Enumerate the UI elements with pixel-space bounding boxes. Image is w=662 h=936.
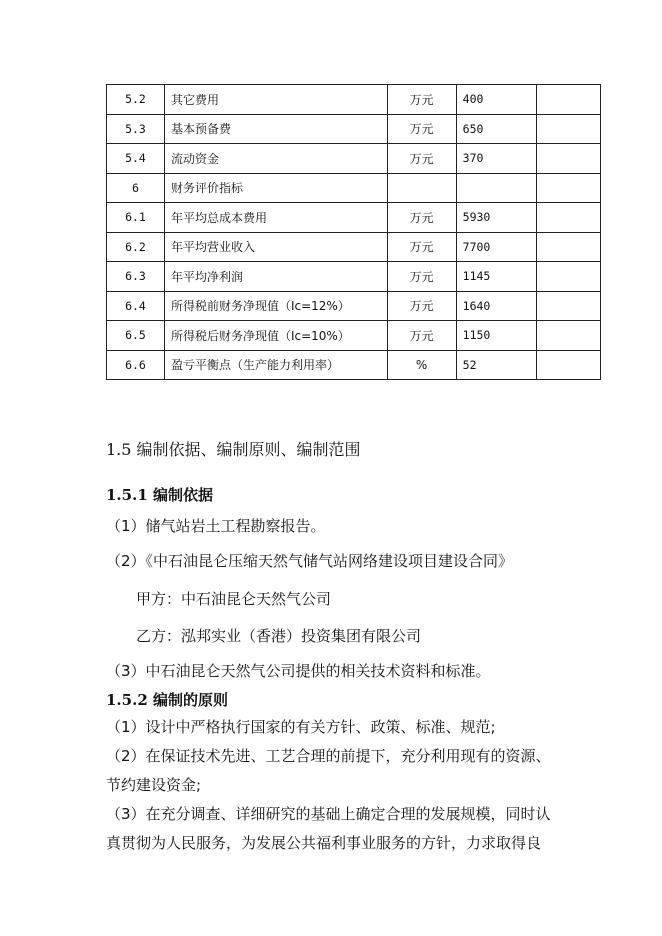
row-note	[536, 173, 600, 203]
table-row	[107, 203, 601, 233]
row-number: 6.5	[107, 321, 165, 351]
row-number: 5.4	[107, 144, 165, 174]
row-unit: 万元	[387, 321, 456, 351]
basis-title: 1.5.1 编制依据	[106, 486, 213, 504]
row-item-name: 财务评价指标	[164, 173, 387, 203]
row-number: 6.2	[107, 232, 165, 262]
principles-item-1: （1）设计中严格执行国家的有关方针、政策、标准、规范;	[106, 718, 496, 736]
row-value: 1145	[456, 262, 536, 292]
table-row	[107, 232, 601, 262]
row-item-name: 盈亏平衡点（生产能力利用率）	[164, 350, 387, 380]
row-number: 5.2	[107, 85, 165, 115]
row-note	[536, 262, 600, 292]
row-number: 6	[107, 173, 165, 203]
row-note	[536, 114, 600, 144]
row-item-name: 基本预备费	[164, 114, 387, 144]
row-number: 6.1	[107, 203, 165, 233]
row-note	[536, 321, 600, 351]
row-number: 6.4	[107, 291, 165, 321]
row-value	[456, 173, 536, 203]
row-unit: 万元	[387, 291, 456, 321]
table-row	[107, 321, 601, 351]
section-title: 1.5 编制依据、编制原则、编制范围	[106, 440, 361, 459]
row-value: 370	[456, 144, 536, 174]
row-number: 6.6	[107, 350, 165, 380]
row-unit: %	[387, 350, 456, 380]
row-note	[536, 203, 600, 233]
table-row	[107, 144, 601, 174]
row-value: 650	[456, 114, 536, 144]
row-item-name: 其它费用	[164, 85, 387, 115]
principles-item-2a: （2）在保证技术先进、工艺合理的前提下，充分利用现有的资源、	[106, 747, 551, 765]
row-value: 1640	[456, 291, 536, 321]
row-unit: 万元	[387, 262, 456, 292]
basis-party-a: 甲方：中石油昆仑天然气公司	[136, 590, 332, 608]
basis-item-3: （3）中石油昆仑天然气公司提供的相关技术资料和标准。	[106, 662, 491, 680]
row-note	[536, 350, 600, 380]
row-unit: 万元	[387, 85, 456, 115]
row-value: 400	[456, 85, 536, 115]
principles-item-3b: 真贯彻为人民服务，为发展公共福利事业服务的方针，力求取得良	[106, 834, 542, 852]
row-unit: 万元	[387, 114, 456, 144]
table-row	[107, 173, 601, 203]
row-unit	[387, 173, 456, 203]
row-value: 7700	[456, 232, 536, 262]
row-value: 52	[456, 350, 536, 380]
table-row	[107, 85, 601, 115]
row-item-name: 年平均营业收入	[164, 232, 387, 262]
row-unit: 万元	[387, 203, 456, 233]
basis-item-2: （2）《中石油昆仑压缩天然气储气站网络建设项目建设合同》	[106, 552, 514, 570]
table-row	[107, 114, 601, 144]
principles-item-3a: （3）在充分调查、详细研究的基础上确定合理的发展规模，同时认	[106, 805, 551, 823]
row-note	[536, 144, 600, 174]
row-item-name: 年平均总成本费用	[164, 203, 387, 233]
principles-item-2b: 节约建设资金;	[106, 776, 202, 794]
principles-title: 1.5.2 编制的原则	[106, 691, 228, 709]
row-value: 5930	[456, 203, 536, 233]
row-item-name: 所得税前财务净现值（Ic=12%）	[164, 291, 387, 321]
basis-party-b: 乙方：泓邦实业（香港）投资集团有限公司	[136, 627, 422, 645]
table-row	[107, 291, 601, 321]
row-item-name: 年平均净利润	[164, 262, 387, 292]
financial-indicators-table	[106, 84, 601, 380]
row-number: 6.3	[107, 262, 165, 292]
table-row	[107, 350, 601, 380]
row-note	[536, 291, 600, 321]
table-row	[107, 262, 601, 292]
row-note	[536, 232, 600, 262]
row-value: 1150	[456, 321, 536, 351]
row-unit: 万元	[387, 144, 456, 174]
row-item-name: 流动资金	[164, 144, 387, 174]
row-number: 5.3	[107, 114, 165, 144]
basis-item-1: （1）储气站岩土工程勘察报告。	[106, 517, 326, 535]
row-item-name: 所得税后财务净现值（Ic=10%）	[164, 321, 387, 351]
row-note	[536, 85, 600, 115]
row-unit: 万元	[387, 232, 456, 262]
